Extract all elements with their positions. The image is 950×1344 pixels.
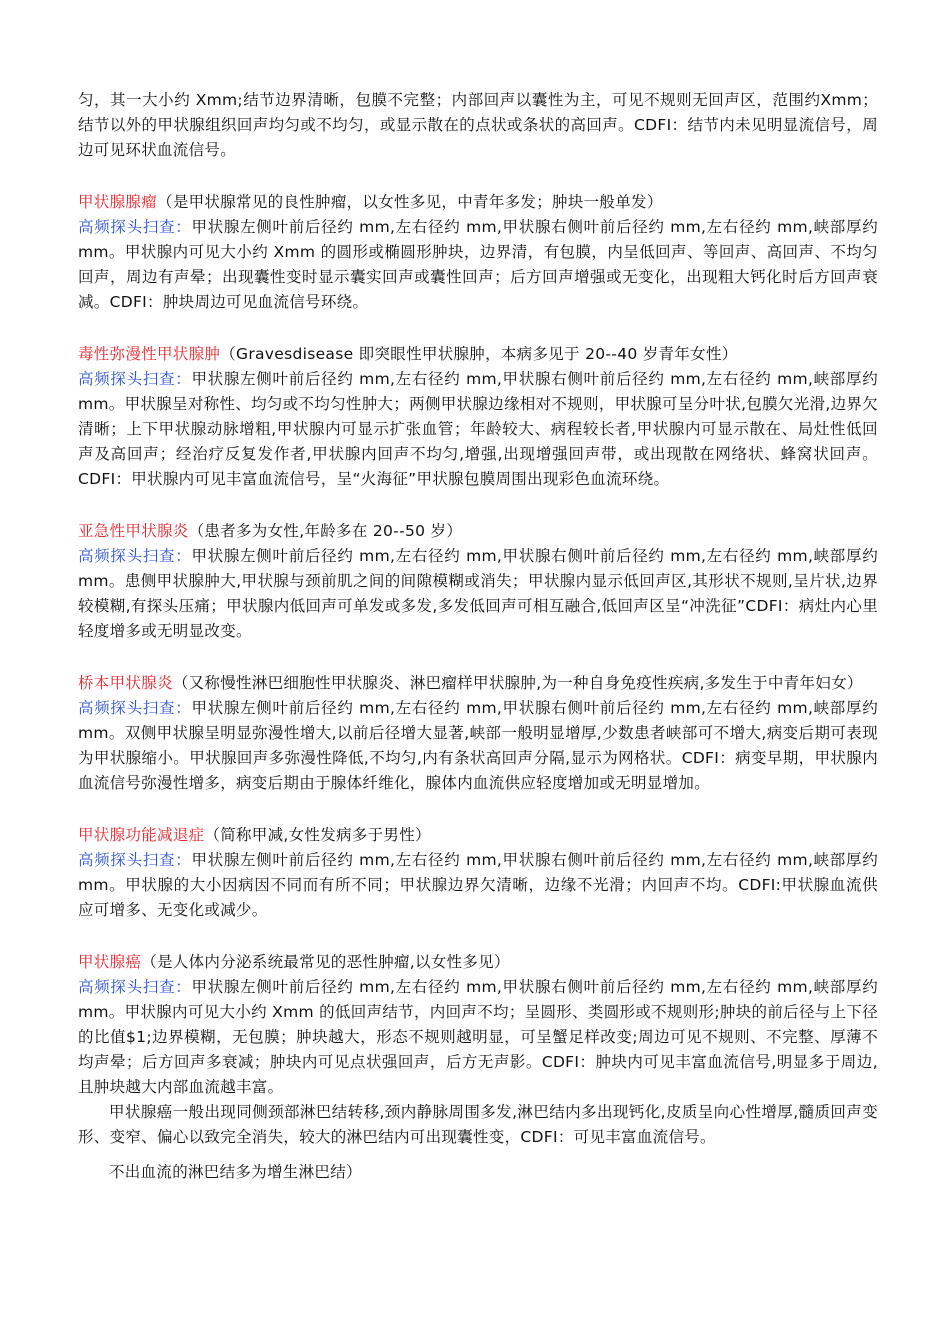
section-body-graves [78, 367, 878, 492]
scan-label: 高频探头扫查： [78, 851, 192, 869]
section-title: 甲状腺癌 [78, 953, 142, 971]
section-heading-hypothyroidism [78, 823, 878, 848]
section-gap [78, 644, 878, 671]
section-body-hypothyroidism [78, 848, 878, 923]
section-body-thyroid-cancer [78, 975, 878, 1100]
section-body-hashimoto [78, 696, 878, 796]
section-note: （又称慢性淋巴细胞性甲状腺炎、淋巴瘤样甲状腺肿,为一种自身免疫性疾病,多发生于中青年妇女） [172, 674, 863, 692]
section-gap [78, 796, 878, 823]
section-title: 毒性弥漫性甲状腺肿 [78, 345, 221, 363]
section-gap [78, 163, 878, 190]
scan-label: 高频探头扫查： [78, 978, 192, 996]
section-title: 甲状腺腺瘤 [78, 193, 158, 211]
section-note: （患者多为女性,年龄多在 20--50 岁） [188, 522, 463, 540]
section-note: （Gravesdisease 即突眼性甲状腺肿，本病多见于 20--40 岁青年女性） [220, 345, 738, 363]
section-gap [78, 923, 878, 950]
scan-label: 高频探头扫查： [78, 699, 192, 717]
scan-label: 高频探头扫查： [78, 218, 192, 236]
intro-paragraph: 匀，其一大小约 Xmm;结节边界清晰，包膜不完整；内部回声以囊性为主，可见不规则无回声区，范围约Xmm；结节以外的甲状腺组织回声均匀或不均匀，或显示散在的点状或条状的高回声。CDFI：结节内未见明显流信号，周边可见环状血流信号。 [78, 91, 878, 159]
section-heading-hashimoto [78, 671, 878, 696]
section-heading-graves [78, 342, 878, 367]
section-note: （是甲状腺常见的良性肿瘤，以女性多见，中青年多发；肿块一般单发） [157, 193, 663, 211]
section-body-adenoma [78, 215, 878, 315]
section-body-text: 甲状腺左侧叶前后径约 mm,左右径约 mm,甲状腺右侧叶前后径约 mm,左右径约 mm,峡部厚约mm。甲状腺呈对称性、均匀或不均匀性肿大；两侧甲状腺边缘相对不规则，甲状腺可呈分叶状,包膜欠光滑,边界欠清晰；上下甲状腺动脉增粗,甲状腺内可显示扩张血管；年龄较大、病程较长者,甲状腺内可显示散在、局灶性低回声及高回声；经治疗反复发作者,甲状腺内回声不均匀,增强,出现增强回声带，或出现散在网络状、蜂窝状回声。CDFI：甲状腺内可见丰富血流信号，呈“火海征”甲状腺包膜周围出现彩色血流环绕。 [78, 370, 879, 488]
cancer-lymph-node-paragraph: 甲状腺癌一般出现同侧颈部淋巴结转移,颈内静脉周围多发,淋巴结内多出现钙化,皮质呈向心性增厚,髓质回声变形、变窄、偏心以致完全消失，较大的淋巴结内可出现囊性变，CDFI：可见丰富血流信号。 [78, 1103, 878, 1146]
section-note: （简称甲减,女性发病多于男性） [204, 826, 431, 844]
scan-label: 高频探头扫查： [78, 370, 192, 388]
section-heading-adenoma [78, 190, 878, 215]
section-body-subacute-thyroiditis [78, 544, 878, 644]
section-body-text: 甲状腺左侧叶前后径约 mm,左右径约 mm,甲状腺右侧叶前后径约 mm,左右径约 mm,峡部厚约mm。甲状腺内可见大小约 Xmm 的圆形或椭圆形肿块，边界清，有包膜，内呈低回声、等回声、高回声、不均匀回声，周边有声晕；出现囊性变时显示囊实回声或囊性回声；后方回声增强或无变化，出现粗大钙化时后方回声衰减。CDFI：肿块周边可见血流信号环绕。 [78, 218, 879, 311]
section-body-text: 甲状腺左侧叶前后径约 mm,左右径约 mm,甲状腺右侧叶前后径约 mm,左右径约 mm,峡部厚约mm。患侧甲状腺肿大,甲状腺与颈前肌之间的间隙模糊或消失；甲状腺内显示低回声区,其形状不规则,呈片状,边界较模糊,有探头压痛；甲状腺内低回声可单发或多发,多发低回声可相互融合,低回声区呈“冲洗征”CDFI：病灶内心里轻度增多或无明显改变。 [78, 547, 879, 640]
section-heading-thyroid-cancer [78, 950, 878, 975]
closing-note: 不出血流的淋巴结多为增生淋巴结） [109, 1163, 362, 1181]
section-title: 甲状腺功能减退症 [78, 826, 205, 844]
section-body-text: 甲状腺左侧叶前后径约 mm,左右径约 mm,甲状腺右侧叶前后径约 mm,左右径约 mm,峡部厚约mm。甲状腺的大小因病因不同而有所不同；甲状腺边界欠清晰，边缘不光滑；内回声不均。CDFI:甲状腺血流供应可增多、无变化或减少。 [78, 851, 879, 919]
section-note: （是人体内分泌系统最常见的恶性肿瘤,以女性多见） [141, 953, 510, 971]
section-heading-subacute-thyroiditis [78, 519, 878, 544]
section-gap [78, 315, 878, 342]
section-body-text: 甲状腺左侧叶前后径约 mm,左右径约 mm,甲状腺右侧叶前后径约 mm,左右径约 mm,峡部厚约mm。甲状腺内可见大小约 Xmm 的低回声结节，内回声不均；呈圆形、类圆形或不规则形;肿块的前后径与上下径的比值$1;边界模糊，无包膜；肿块越大，形态不规则越明显，可呈蟹足样改变;周边可见不规则、不完整、厚薄不均声晕；后方回声多衰减；肿块内可见点状强回声，后方无声影。CDFI：肿块内可见丰富血流信号,明显多于周边,且肿块越大内部血流越丰富。 [78, 978, 879, 1096]
section-title: 桥本甲状腺炎 [78, 674, 173, 692]
section-body-text: 甲状腺左侧叶前后径约 mm,左右径约 mm,甲状腺右侧叶前后径约 mm,左右径约 mm,峡部厚约mm。双侧甲状腺呈明显弥漫性增大,以前后径增大显著,峡部一般明显增厚,少数患者峡部可不增大,病变后期可表现为甲状腺缩小。甲状腺回声多弥漫性降低,不均匀,内有条状高回声分隔,显示为网格状。CDFI：病变早期，甲状腺内血流信号弥漫性增多，病变后期由于腺体纤维化，腺体内血流供应轻度增加或无明显增加。 [78, 699, 879, 792]
section-gap [78, 492, 878, 519]
document-page [78, 88, 878, 1185]
scan-label: 高频探头扫查： [78, 547, 192, 565]
section-title: 亚急性甲状腺炎 [78, 522, 189, 540]
